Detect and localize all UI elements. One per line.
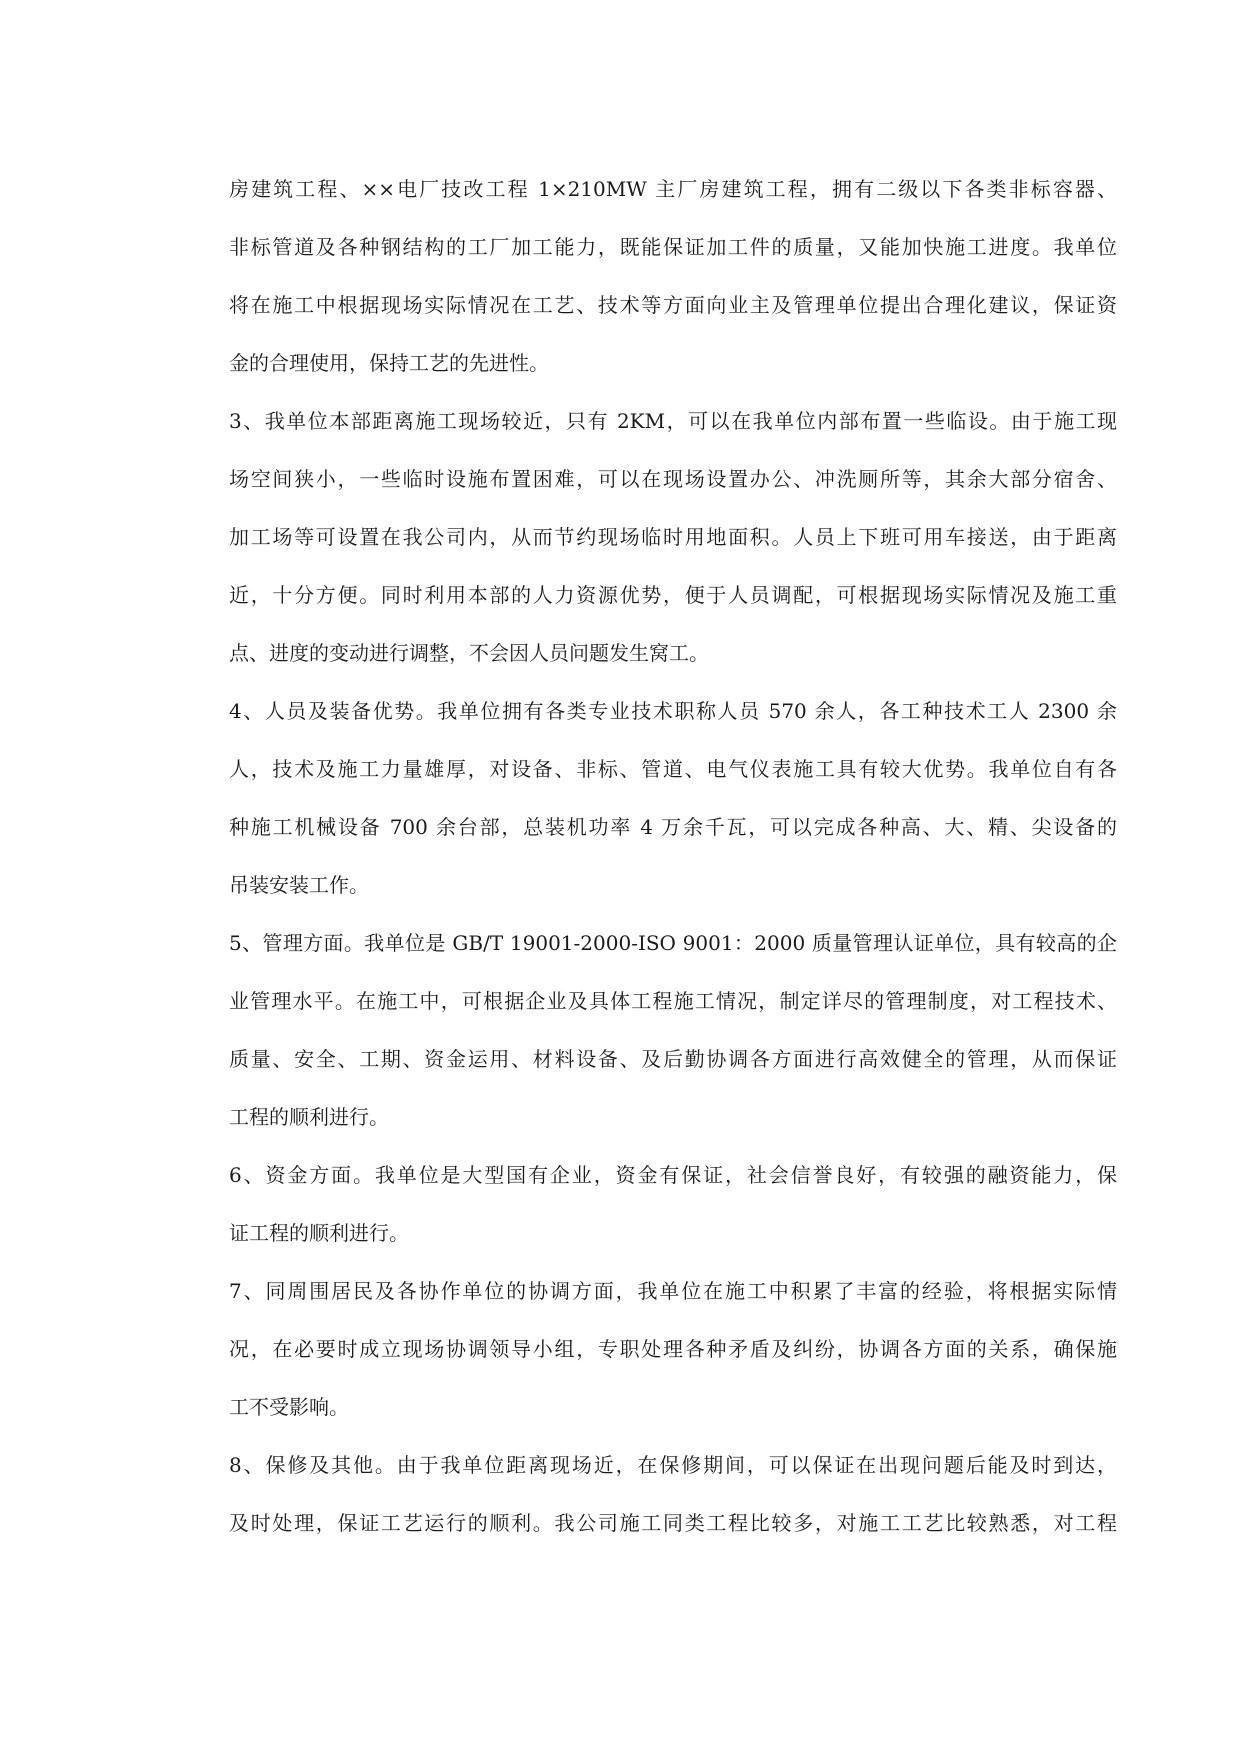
text-line: 房建筑工程、××电厂技改工程 1×210MW 主厂房建筑工程，拥有二级以下各类非标容器、 [229, 177, 1117, 201]
text-line: 工程的顺利进行。 [229, 1105, 389, 1129]
document-body [229, 160, 1117, 1552]
text-line: 证工程的顺利进行。 [229, 1221, 409, 1245]
text-line: 点、进度的变动进行调整，不会因人员问题发生窝工。 [229, 641, 709, 665]
text-line: 7、同周围居民及各协作单位的协调方面，我单位在施工中积累了丰富的经验，将根据实际情 [229, 1279, 1117, 1303]
text-line: 4、人员及装备优势。我单位拥有各类专业技术职称人员 570 余人，各工种技术工人 2300 余 [229, 699, 1117, 723]
text-line: 加工场等可设置在我公司内，从而节约现场临时用地面积。人员上下班可用车接送，由于距离 [229, 525, 1117, 549]
text-line: 况，在必要时成立现场协调领导小组，专职处理各种矛盾及纠纷，协调各方面的关系，确保施 [229, 1337, 1117, 1361]
text-line: 非标管道及各种钢结构的工厂加工能力，既能保证加工件的质量，又能加快施工进度。我单位 [229, 235, 1117, 259]
text-line: 质量、安全、工期、资金运用、材料设备、及后勤协调各方面进行高效健全的管理，从而保证 [229, 1047, 1117, 1071]
text-line: 6、资金方面。我单位是大型国有企业，资金有保证，社会信誉良好，有较强的融资能力，保 [229, 1163, 1117, 1187]
text-line: 场空间狭小，一些临时设施布置困难，可以在现场设置办公、冲洗厕所等，其余大部分宿舍、 [229, 467, 1117, 491]
text-line: 金的合理使用，保持工艺的先进性。 [229, 351, 549, 375]
text-line: 人，技术及施工力量雄厚，对设备、非标、管道、电气仪表施工具有较大优势。我单位自有各 [229, 757, 1117, 781]
text-line: 种施工机械设备 700 余台部，总装机功率 4 万余千瓦，可以完成各种高、大、精、尖设备的 [229, 815, 1117, 839]
text-line: 5、管理方面。我单位是 GB/T 19001-2000-ISO 9001：2000 质量管理认证单位，具有较高的企 [229, 931, 1117, 955]
text-line: 3、我单位本部距离施工现场较近，只有 2KM，可以在我单位内部布置一些临设。由于施工现 [229, 409, 1117, 433]
text-line: 将在施工中根据现场实际情况在工艺、技术等方面向业主及管理单位提出合理化建议，保证资 [229, 293, 1117, 317]
text-line: 工不受影响。 [229, 1395, 349, 1419]
text-line: 近，十分方便。同时利用本部的人力资源优势，便于人员调配，可根据现场实际情况及施工重 [229, 583, 1117, 607]
text-line: 业管理水平。在施工中，可根据企业及具体工程施工情况，制定详尽的管理制度，对工程技术、 [229, 989, 1117, 1013]
text-line: 及时处理，保证工艺运行的顺利。我公司施工同类工程比较多，对施工工艺比较熟悉，对工程 [229, 1511, 1117, 1535]
text-line: 8、保修及其他。由于我单位距离现场近，在保修期间，可以保证在出现问题后能及时到达， [229, 1453, 1117, 1477]
text-line: 吊装安装工作。 [229, 873, 369, 897]
